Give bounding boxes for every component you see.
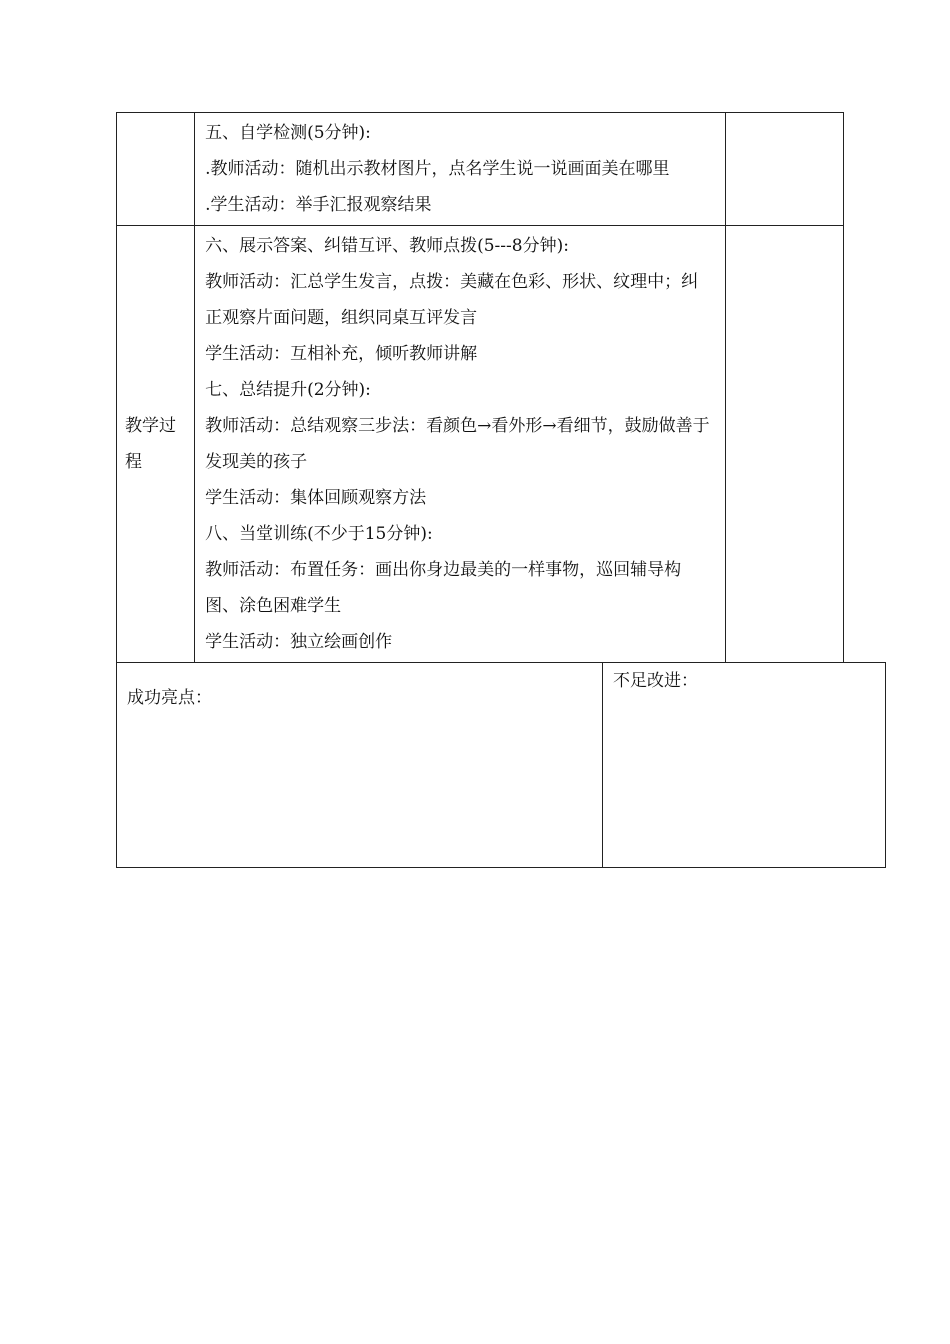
improve-label: 不足改进：: [613, 671, 698, 691]
improve-cell: [603, 663, 886, 868]
teacher-activity: 教师活动：布置任务：画出你身边最美的一样事物，巡回辅导构图、涂色困难学生: [205, 560, 682, 616]
table-row: [117, 226, 844, 663]
section-heading: 八、当堂训练(不少于15分钟):: [205, 524, 433, 544]
row-label-empty: [117, 113, 195, 226]
section-heading: 六、展示答案、纠错互评、教师点拨(5---8分钟):: [205, 236, 569, 256]
success-label: 成功亮点：: [127, 688, 212, 708]
table-row: [117, 663, 886, 868]
section-heading: 七、总结提升(2分钟):: [205, 380, 371, 400]
teacher-activity: 教师活动：汇总学生发言，点拨：美藏在色彩、形状、纹理中；纠正观察片面问题，组织同桌互评发言: [205, 272, 699, 328]
process-steps-cell: [195, 226, 726, 663]
self-check-cell: [195, 113, 726, 226]
lesson-plan-sheet: [116, 112, 844, 868]
student-activity: 学生活动：互相补充，倾听教师讲解: [205, 344, 478, 364]
success-cell: [117, 663, 603, 868]
lesson-process-table: [116, 112, 844, 663]
teacher-activity: .教师活动：随机出示教材图片，点名学生说一说画面美在哪里: [205, 159, 670, 179]
student-activity: .学生活动：举手汇报观察结果: [205, 195, 432, 215]
row-label: 教学过程: [117, 226, 195, 663]
student-activity: 学生活动：独立绘画创作: [205, 632, 393, 652]
section-heading: 五、自学检测(5分钟):: [205, 123, 371, 143]
teacher-activity: 教师活动：总结观察三步法：看颜色→看外形→看细节，鼓励做善于发现美的孩子: [205, 416, 710, 472]
reflection-table: [116, 662, 886, 868]
notes-cell: [725, 226, 843, 663]
notes-cell: [725, 113, 843, 226]
student-activity: 学生活动：集体回顾观察方法: [205, 488, 427, 508]
table-row: [117, 113, 844, 226]
